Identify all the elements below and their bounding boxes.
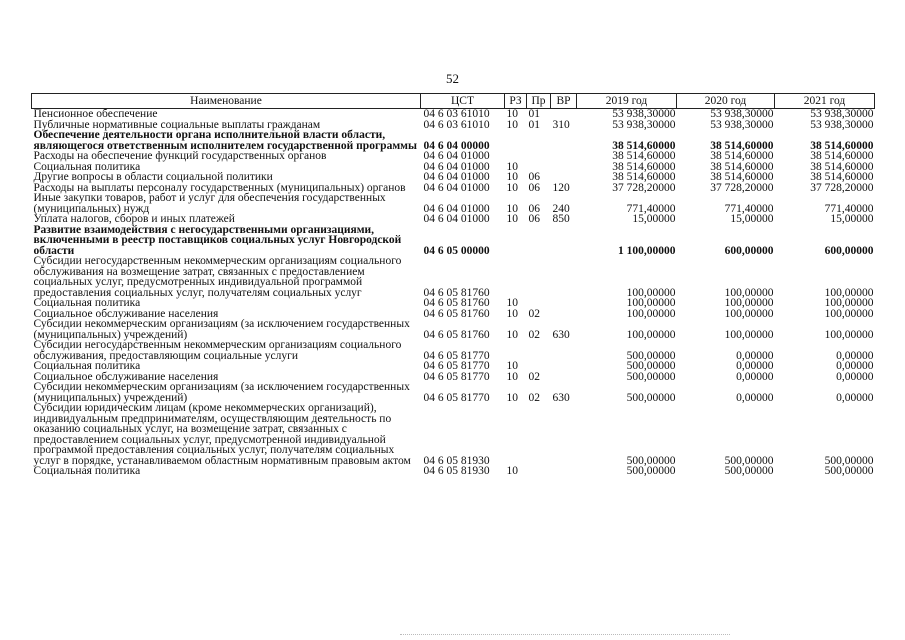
row-rz <box>505 151 527 162</box>
row-cst: 04 6 03 61010 <box>423 108 490 120</box>
row-pr <box>527 466 551 477</box>
row-pr <box>527 340 551 361</box>
row-value-2020: 53 938,30000 <box>710 108 774 120</box>
row-rz: 10 <box>506 297 518 309</box>
row-vr <box>551 372 577 383</box>
row-value-2021: 100,00000 <box>824 297 874 309</box>
budget-table <box>31 93 875 477</box>
row-value-2019: 500,00000 <box>626 465 676 477</box>
table-row <box>32 151 875 162</box>
row-value-2020: 500,00000 <box>724 454 774 467</box>
row-value-2019: 38 514,60000 <box>612 150 676 162</box>
row-rz: 10 <box>506 391 518 404</box>
table-header-row <box>32 94 875 109</box>
row-vr <box>551 466 577 477</box>
row-rz <box>505 256 527 298</box>
row-vr <box>551 162 577 173</box>
row-value-2021: 771,40000 <box>824 202 874 215</box>
row-pr: 06 <box>528 202 540 215</box>
row-value-2019: 100,00000 <box>626 328 676 341</box>
row-cst: 04 6 04 01000 <box>423 202 490 215</box>
row-value-2019: 1 100,00000 <box>618 244 676 257</box>
row-name: Социальная политика <box>33 160 141 173</box>
row-value-2019: 500,00000 <box>626 391 676 404</box>
row-value-2020: 38 514,60000 <box>710 160 774 173</box>
row-rz: 10 <box>506 108 518 120</box>
row-vr <box>551 130 577 151</box>
table-row <box>32 130 875 151</box>
row-value-2021: 500,00000 <box>824 465 874 477</box>
header-vr: ВР <box>551 94 577 109</box>
header-cst: ЦСТ <box>421 94 505 109</box>
row-value-2020: 100,00000 <box>724 297 774 309</box>
row-value-2020: 37 728,20000 <box>710 181 774 194</box>
row-value-2021: 15,00000 <box>830 213 874 225</box>
row-vr <box>551 256 577 298</box>
header-name: Наименование <box>32 94 421 109</box>
table-row <box>32 403 875 466</box>
row-value-2021: 100,00000 <box>824 328 874 341</box>
header-pr: Пр <box>527 94 551 109</box>
row-name: Обеспечение деятельности органа исполнительной власти области, являющегося ответственным исполнителем государственной программы <box>33 129 417 152</box>
row-cst: 04 6 05 81770 <box>423 360 490 372</box>
row-vr: 850 <box>552 213 570 225</box>
row-value-2021: 600,00000 <box>824 244 874 257</box>
table-body <box>32 109 875 477</box>
row-value-2020: 38 514,60000 <box>710 150 774 162</box>
row-cst: 04 6 04 01000 <box>423 150 490 162</box>
row-rz: 10 <box>506 160 518 173</box>
table-row <box>32 382 875 403</box>
row-pr <box>527 225 551 257</box>
row-value-2021: 0,00000 <box>836 391 874 404</box>
row-value-2020: 0,00000 <box>736 391 774 404</box>
row-value-2021: 38 514,60000 <box>810 160 874 173</box>
table-row <box>32 298 875 309</box>
row-rz: 10 <box>506 307 518 320</box>
header-rz: РЗ <box>505 94 527 109</box>
row-value-2020: 100,00000 <box>724 307 774 320</box>
row-value-2020: 771,40000 <box>724 202 774 215</box>
row-cst: 04 6 05 00000 <box>423 244 490 257</box>
row-name: Публичные нормативные социальные выплаты гражданам <box>33 118 321 131</box>
row-pr <box>527 256 551 298</box>
row-value-2020: 0,00000 <box>736 360 774 372</box>
row-pr: 02 <box>528 307 540 320</box>
row-value-2020: 0,00000 <box>736 370 774 383</box>
row-name: Пенсионное обеспечение <box>33 108 158 120</box>
row-value-2019: 38 514,60000 <box>612 160 676 173</box>
table-row <box>32 225 875 257</box>
row-value-2019: 500,00000 <box>626 360 676 372</box>
row-value-2019: 100,00000 <box>626 307 676 320</box>
row-value-2019: 53 938,30000 <box>612 118 676 131</box>
row-vr <box>551 309 577 320</box>
row-value-2019: 15,00000 <box>632 213 676 225</box>
row-value-2019: 53 938,30000 <box>612 108 676 120</box>
row-name: Субсидии негосударственным некоммерческим организациям социального обслуживания на возмещение затрат, связанных с предоставлением социальных услуг, предусмотренных индивидуальной программой предоставления социальных услуг, получателям социальных услуг <box>33 255 402 299</box>
table-row <box>32 340 875 361</box>
row-value-2019: 37 728,20000 <box>612 181 676 194</box>
row-value-2019: 500,00000 <box>626 454 676 467</box>
row-name: Другие вопросы в области социальной политики <box>33 171 273 183</box>
row-pr <box>527 298 551 309</box>
row-pr: 02 <box>528 391 540 404</box>
row-vr <box>551 403 577 466</box>
row-name: Субсидии некоммерческим организациям (за исключением государственных (муниципальных) учреждений) <box>33 318 410 341</box>
row-pr <box>527 361 551 372</box>
row-value-2021: 0,00000 <box>836 360 874 372</box>
row-vr: 630 <box>552 391 570 404</box>
row-pr: 02 <box>528 370 540 383</box>
table-row <box>32 361 875 372</box>
row-pr: 01 <box>528 118 540 131</box>
row-rz <box>505 403 527 466</box>
row-name: Расходы на обеспечение функций государственных органов <box>33 150 327 162</box>
row-vr <box>551 298 577 309</box>
header-2019: 2019 год <box>577 94 677 109</box>
row-vr <box>551 109 577 120</box>
row-value-2019: 38 514,60000 <box>612 139 676 152</box>
table-row <box>32 214 875 225</box>
row-cst: 04 6 05 81760 <box>423 328 490 341</box>
row-cst: 04 6 04 01000 <box>423 181 490 194</box>
row-value-2019: 100,00000 <box>626 297 676 309</box>
row-value-2020: 0,00000 <box>736 349 774 362</box>
row-rz: 10 <box>506 328 518 341</box>
row-value-2020: 53 938,30000 <box>710 118 774 131</box>
row-value-2020: 38 514,60000 <box>710 171 774 183</box>
row-value-2021: 100,00000 <box>824 286 874 299</box>
row-value-2020: 600,00000 <box>724 244 774 257</box>
row-pr <box>527 130 551 151</box>
row-name: Социальная политика <box>33 360 141 372</box>
row-cst: 04 6 04 01000 <box>423 160 490 173</box>
scan-noise <box>400 634 730 636</box>
row-vr: 240 <box>552 202 570 215</box>
row-value-2019: 38 514,60000 <box>612 171 676 183</box>
row-value-2021: 38 514,60000 <box>810 150 874 162</box>
row-value-2021: 53 938,30000 <box>810 108 874 120</box>
row-name: Социальное обслуживание населения <box>33 307 219 320</box>
row-value-2019: 100,00000 <box>626 286 676 299</box>
row-value-2021: 38 514,60000 <box>810 139 874 152</box>
row-cst: 04 6 04 00000 <box>423 139 490 152</box>
row-cst: 04 6 05 81760 <box>423 307 490 320</box>
row-name: Субсидии некоммерческим организациям (за исключением государственных (муниципальных) учреждений) <box>33 381 410 404</box>
row-pr: 06 <box>528 213 540 225</box>
table-row <box>32 256 875 298</box>
row-rz <box>505 225 527 257</box>
row-rz: 10 <box>506 213 518 225</box>
row-vr: 310 <box>552 118 570 131</box>
row-cst: 04 6 05 81770 <box>423 349 490 362</box>
row-name: Расходы на выплаты персоналу государственных (муниципальных) органов <box>33 181 406 194</box>
row-rz: 10 <box>506 202 518 215</box>
row-vr: 120 <box>552 181 570 194</box>
row-value-2021: 38 514,60000 <box>810 171 874 183</box>
row-pr: 01 <box>528 108 540 120</box>
row-rz: 10 <box>506 370 518 383</box>
table-row <box>32 109 875 120</box>
header-2020: 2020 год <box>677 94 775 109</box>
page-number: 52 <box>446 71 459 86</box>
row-value-2019: 771,40000 <box>626 202 676 215</box>
row-rz: 10 <box>506 118 518 131</box>
row-vr <box>551 151 577 162</box>
row-value-2021: 0,00000 <box>836 370 874 383</box>
row-cst: 04 6 05 81770 <box>423 370 490 383</box>
row-cst: 04 6 04 01000 <box>423 213 490 225</box>
row-pr: 06 <box>528 171 540 183</box>
row-name: Иные закупки товаров, работ и услуг для обеспечения государственных (муниципальных) нужд <box>33 192 386 215</box>
row-vr <box>551 225 577 257</box>
row-value-2019: 500,00000 <box>626 370 676 383</box>
row-value-2019: 500,00000 <box>626 349 676 362</box>
table-row <box>32 466 875 477</box>
row-name: Субсидии юридическим лицам (кроме некоммерческих организаций), индивидуальным предпринимателям, осуществляющим деятельность по оказанию социальных услуг, на возмещение затрат, связанных с предоставлением социальных услуг, предусмотренной индивидуальной программой предоставления социальных услуг, получателям социальных услуг в порядке, устанавливаемом областным нормативным правовым актом <box>33 402 411 467</box>
row-cst: 04 6 05 81770 <box>423 391 490 404</box>
row-name: Субсидии негосударственным некоммерческим организациям социального обслуживания, предоставляющим социальные услуги <box>33 339 402 362</box>
row-rz: 10 <box>506 171 518 183</box>
row-name: Социальное обслуживание населения <box>33 370 219 383</box>
row-cst: 04 6 04 01000 <box>423 171 490 183</box>
row-vr: 630 <box>552 328 570 341</box>
row-value-2021: 53 938,30000 <box>810 118 874 131</box>
row-pr: 02 <box>528 328 540 341</box>
row-pr <box>527 151 551 162</box>
row-value-2021: 100,00000 <box>824 307 874 320</box>
row-value-2020: 15,00000 <box>730 213 774 225</box>
row-name: Уплата налогов, сборов и иных платежей <box>33 213 235 225</box>
row-name: Социальная политика <box>33 465 141 477</box>
row-vr <box>551 361 577 372</box>
row-rz: 10 <box>506 465 518 477</box>
row-rz: 10 <box>506 181 518 194</box>
row-value-2020: 38 514,60000 <box>710 139 774 152</box>
row-pr: 06 <box>528 181 540 194</box>
row-name: Развитие взаимодействия с негосударственными организациями, включенными в реестр поставщиков социальных услуг Новгородской области <box>33 223 402 257</box>
row-cst: 04 6 03 61010 <box>423 118 490 131</box>
row-value-2020: 500,00000 <box>724 465 774 477</box>
row-cst: 04 6 05 81760 <box>423 297 490 309</box>
row-rz <box>505 340 527 361</box>
table-row <box>32 193 875 214</box>
row-cst: 04 6 05 81930 <box>423 465 490 477</box>
row-value-2021: 37 728,20000 <box>810 181 874 194</box>
row-rz <box>505 130 527 151</box>
table-row <box>32 319 875 340</box>
row-vr <box>551 340 577 361</box>
row-pr <box>527 403 551 466</box>
table-row <box>32 172 875 183</box>
header-2021: 2021 год <box>775 94 875 109</box>
row-cst: 04 6 05 81760 <box>423 286 490 299</box>
row-vr <box>551 172 577 183</box>
row-cst: 04 6 05 81930 <box>423 454 490 467</box>
row-value-2020: 100,00000 <box>724 286 774 299</box>
row-value-2021: 0,00000 <box>836 349 874 362</box>
row-value-2020: 100,00000 <box>724 328 774 341</box>
row-rz: 10 <box>506 360 518 372</box>
row-value-2021: 500,00000 <box>824 454 874 467</box>
row-name: Социальная политика <box>33 297 141 309</box>
